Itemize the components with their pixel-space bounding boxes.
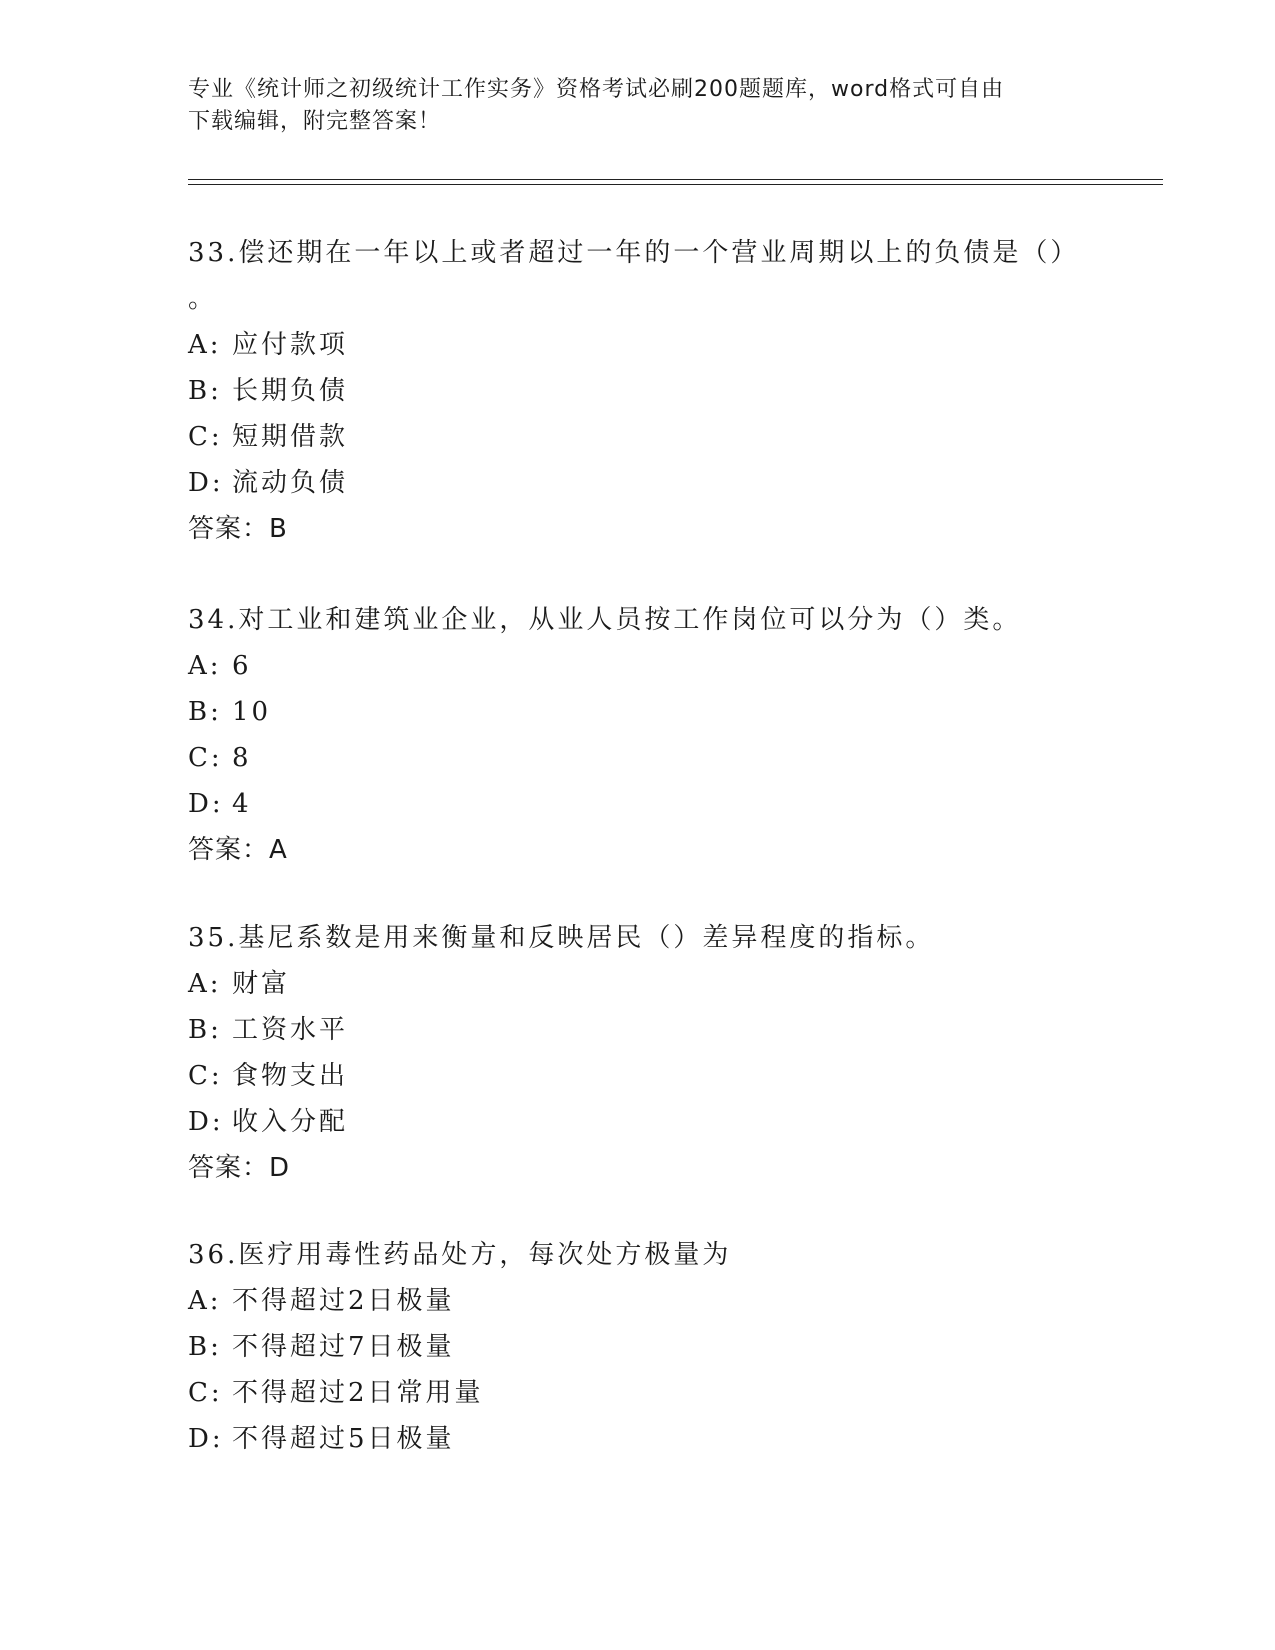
option-d bbox=[188, 1099, 1068, 1145]
option-a bbox=[188, 961, 1068, 1007]
option-d bbox=[188, 781, 1068, 827]
question-35 bbox=[188, 915, 1068, 1191]
option-text: 不得超过7日极量 bbox=[232, 1332, 455, 1362]
option-letter: D: bbox=[188, 468, 224, 498]
option-text: 食物支出 bbox=[232, 1061, 349, 1091]
option-text: 财富 bbox=[232, 969, 291, 999]
option-letter: A: bbox=[188, 1286, 222, 1316]
question-stem: 33.偿还期在一年以上或者超过一年的一个营业周期以上的负债是（） bbox=[188, 238, 1080, 268]
question-36 bbox=[188, 1232, 1068, 1462]
option-d bbox=[188, 1416, 1068, 1462]
option-letter: C: bbox=[188, 1061, 223, 1091]
option-a bbox=[188, 1278, 1068, 1324]
header-divider-bottom bbox=[188, 184, 1163, 185]
answer: 答案：B bbox=[188, 514, 288, 544]
option-text: 流动负债 bbox=[232, 468, 349, 498]
option-b bbox=[188, 1007, 1068, 1053]
option-text: 6 bbox=[232, 651, 252, 681]
option-d bbox=[188, 460, 1068, 506]
option-text: 不得超过2日常用量 bbox=[232, 1378, 484, 1408]
option-c bbox=[188, 414, 1068, 460]
option-text: 不得超过2日极量 bbox=[232, 1286, 455, 1316]
option-text: 收入分配 bbox=[232, 1107, 349, 1137]
option-text: 短期借款 bbox=[232, 422, 349, 452]
option-text: 10 bbox=[232, 697, 272, 727]
option-text: 不得超过5日极量 bbox=[232, 1424, 455, 1454]
option-letter: B: bbox=[188, 1015, 222, 1045]
option-c bbox=[188, 1370, 1068, 1416]
option-letter: C: bbox=[188, 422, 223, 452]
option-letter: A: bbox=[188, 969, 222, 999]
question-stem-continuation: 。 bbox=[188, 284, 218, 314]
option-letter: A: bbox=[188, 651, 222, 681]
option-letter: C: bbox=[188, 743, 223, 773]
option-text: 4 bbox=[232, 789, 252, 819]
question-stem: 35.基尼系数是用来衡量和反映居民（）差异程度的指标。 bbox=[188, 923, 935, 953]
option-b bbox=[188, 368, 1068, 414]
option-letter: A: bbox=[188, 330, 222, 360]
option-a bbox=[188, 643, 1068, 689]
option-letter: D: bbox=[188, 1424, 224, 1454]
option-c bbox=[188, 735, 1068, 781]
option-letter: C: bbox=[188, 1378, 223, 1408]
option-text: 工资水平 bbox=[232, 1015, 349, 1045]
option-letter: B: bbox=[188, 697, 222, 727]
answer: 答案：A bbox=[188, 835, 288, 865]
option-b bbox=[188, 689, 1068, 735]
option-text: 长期负债 bbox=[232, 376, 349, 406]
option-text: 应付款项 bbox=[232, 330, 349, 360]
header-divider-top bbox=[188, 179, 1163, 180]
option-letter: B: bbox=[188, 376, 222, 406]
option-text: 8 bbox=[232, 743, 252, 773]
header-line-1: 专业《统计师之初级统计工作实务》资格考试必刷200题题库，word格式可自由 bbox=[188, 77, 1005, 102]
answer: 答案：D bbox=[188, 1153, 291, 1183]
option-b bbox=[188, 1324, 1068, 1370]
option-letter: D: bbox=[188, 1107, 224, 1137]
option-a bbox=[188, 322, 1068, 368]
option-letter: B: bbox=[188, 1332, 222, 1362]
document-header bbox=[188, 74, 1088, 138]
header-line-2: 下载编辑，附完整答案！ bbox=[188, 109, 442, 134]
question-stem: 34.对工业和建筑业企业，从业人员按工作岗位可以分为（）类。 bbox=[188, 605, 1022, 635]
question-34 bbox=[188, 597, 1068, 873]
option-c bbox=[188, 1053, 1068, 1099]
question-33 bbox=[188, 230, 1080, 552]
question-stem: 36.医疗用毒性药品处方，每次处方极量为 bbox=[188, 1240, 732, 1270]
option-letter: D: bbox=[188, 789, 224, 819]
